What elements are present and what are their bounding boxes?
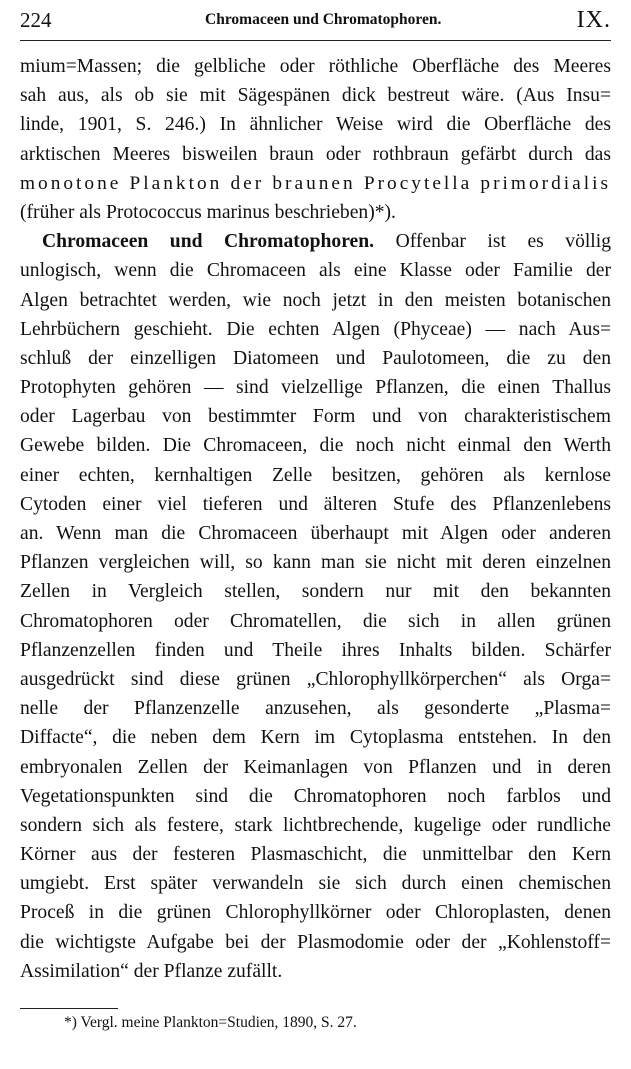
body-text <box>20 52 611 986</box>
text-line: die wichtigste Aufgabe bei der Plasmodomie oder der „Kohlenstoff= <box>20 931 611 953</box>
text-line: Vegetationspunkten sind die Chromatophoren noch farblos und <box>20 785 611 807</box>
text-line: Chromatophoren oder Chromatellen, die sich in allen grünen <box>20 610 611 632</box>
header-rule <box>20 40 611 41</box>
paragraph-first-line <box>20 227 611 256</box>
text-line: arktischen Meeres bisweilen braun oder rothbraun gefärbt durch das <box>20 143 611 165</box>
text-line: sondern sich als festere, stark lichtbrechende, kugelige oder rundliche <box>20 814 611 836</box>
text-line: Körner aus der festeren Plasmaschicht, die unmittelbar den Kern <box>20 844 611 866</box>
section-number: IX. <box>576 7 611 33</box>
text-line: monotone Plankton der braunen Procytella primordialis <box>20 172 611 194</box>
footnote-rule <box>20 1008 118 1009</box>
text-line: einer echten, kernhaltigen Zelle besitzen, gehören als kernlose <box>20 464 611 486</box>
text-line: (früher als Protococcus marinus beschrieben)*). <box>20 201 396 223</box>
text-line: Assimilation“ der Pflanze zufällt. <box>20 960 283 982</box>
footnote: *) Vergl. meine Plankton=Studien, 1890, S. 27. <box>64 1014 357 1031</box>
text-line: Pflanzen vergleichen will, so kann man sie nicht mit deren einzelnen <box>20 552 611 574</box>
text-line: Zellen in Vergleich stellen, sondern nur mit den bekannten <box>20 581 611 603</box>
text-line: umgiebt. Erst später verwandeln sie sich durch einen chemischen <box>20 873 611 895</box>
running-title: Chromaceen und Chromatophoren. <box>205 11 442 28</box>
text-line: schluß der einzelligen Diatomeen und Paulotomeen, die zu den <box>20 347 611 369</box>
text-line: Cytoden einer viel tieferen und älteren Stufe des Pflanzenlebens <box>20 493 611 515</box>
text-line: Lehrbüchern geschieht. Die echten Algen (Phyceae) — nach Aus= <box>20 318 611 340</box>
section-heading: Chromaceen und Chromatophoren. <box>42 231 375 253</box>
text-line: Pflanzenzellen finden und Theile ihres Inhalts bilden. Schärfer <box>20 639 611 661</box>
text-line: mium=Massen; die gelbliche oder röthliche Oberfläche des Meeres <box>20 56 611 77</box>
text-line: sah aus, als ob sie mit Sägespänen dick bestreut wäre. (Aus Insu= <box>20 85 611 107</box>
text-line: Diffacte“, die neben dem Kern im Cytoplasma entstehen. In den <box>20 727 611 749</box>
text-line: an. Wenn man die Chromaceen überhaupt mit Algen oder anderen <box>20 523 611 544</box>
text-line: Protophyten gehören — sind vielzellige Pflanzen, die einen Thallus <box>20 377 611 399</box>
text-line: Algen betrachtet werden, wie noch jetzt in den meisten botanischen <box>20 289 611 311</box>
text-line: nelle der Pflanzenzelle anzusehen, als gesonderte „Plasma= <box>20 698 611 720</box>
text-line: embryonalen Zellen der Keimanlagen von Pflanzen und in deren <box>20 756 611 778</box>
text-line: ausgedrückt sind diese grünen „Chlorophyllkörperchen“ als Orga= <box>20 668 611 690</box>
text-line: linde, 1901, S. 246.) In ähnlicher Weise wird die Oberfläche des <box>20 114 611 136</box>
heading-line-rest: Offenbar ist es völlig <box>395 231 611 253</box>
text-line: unlogisch, wenn die Chromaceen als eine Klasse oder Familie der <box>20 260 611 282</box>
text-line: Gewebe bilden. Die Chromaceen, die noch nicht einmal den Werth <box>20 435 611 457</box>
text-line: Proceß in die grünen Chlorophyllkörner oder Chloroplasten, denen <box>20 902 611 924</box>
page-number: 224 <box>20 8 52 32</box>
text-line: oder Lagerbau von bestimmter Form und von charakteristischem <box>20 406 611 428</box>
page-header <box>20 8 611 34</box>
